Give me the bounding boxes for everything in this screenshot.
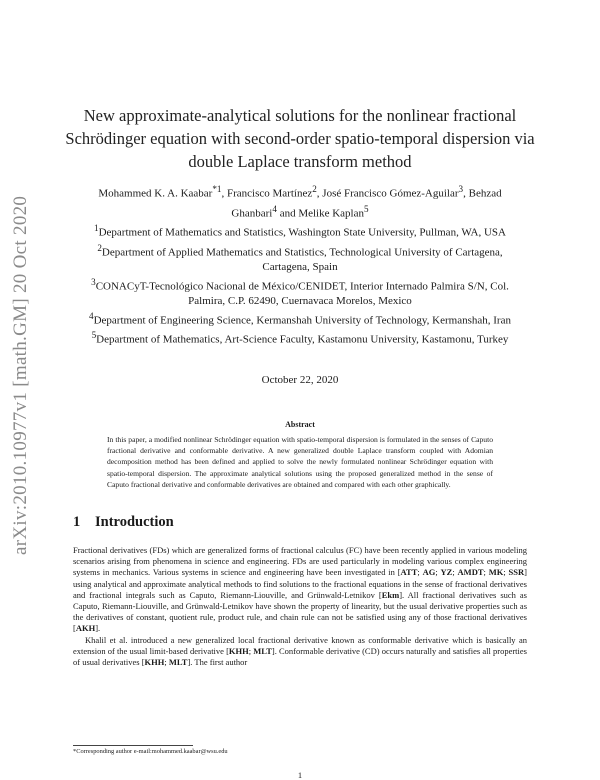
abstract-heading: Abstract xyxy=(285,420,315,429)
footnote: *Corresponding author e-mail:mohammed.kaabar@wsu.edu xyxy=(73,748,228,755)
author-mark: 2 xyxy=(312,184,317,194)
citation-link[interactable]: KHH xyxy=(228,645,249,656)
citation-link[interactable]: AKH xyxy=(75,623,96,634)
arxiv-stamp: arXiv:2010.10977v1 [math.GM] 20 Oct 2020 xyxy=(10,195,31,555)
abstract-text: In this paper, a modified nonlinear Schrödinger equation with spatio-temporal dispersion is formulated in the senses of Caputo fractional derivative and conformable derivative. A new generalized double Laplace transform coupled with Adomian decomposition method has been defined and applied to solve the newly formulated nonlinear Schrödinger equation with spatio-temporal dispersion. The approximate analytical solutions using the proposed generalized method in the sense of Caputo fractional derivative and conformable derivatives are obtained and compared with each other graphically. xyxy=(107,435,493,489)
footnote-rule xyxy=(73,745,193,746)
page-number: 1 xyxy=(297,770,303,780)
author-mark: 3 xyxy=(458,184,464,194)
paper-title: New approximate-analytical solutions for the nonlinear fractional Schrödinger equation with second-order spatio-temporal dispersion via double Laplace transform method xyxy=(65,106,535,171)
author-name: , Behzad Ghanbari xyxy=(231,187,502,220)
citation-link[interactable]: ATT xyxy=(400,567,418,578)
author-name: and Melike Kaplan xyxy=(276,207,364,220)
citation-link[interactable]: AMDT xyxy=(457,567,484,578)
affiliation: $^3$CONACyT-Tecnológico Nacional de México/CENIDET, Interior Internado Palmira S/N, Col. Palmira, C.P. 62490, Cuernavaca Morelos, Mexico xyxy=(91,276,509,307)
author-name: Mohammed K. A. Kaabar xyxy=(98,187,213,200)
affiliation: $^5$Department of Mathematics, Art-Science Faculty, Kastamonu University, Kastamonu, Turkey xyxy=(91,330,509,346)
affiliation: $^2$Department of Applied Mathematics and Statistics, Technological University of Cartagena, Cartagena, Spain xyxy=(97,242,503,273)
author-mark: 5 xyxy=(364,204,369,215)
citation-link[interactable]: YZ xyxy=(440,567,453,578)
author-mark: *1 xyxy=(212,184,222,194)
citation-link[interactable]: MLT xyxy=(253,645,272,656)
body-text xyxy=(73,545,527,668)
affiliation-list xyxy=(84,221,516,348)
paper-date: October 22, 2020 xyxy=(261,374,339,386)
citation-link[interactable]: KHH xyxy=(144,657,165,668)
author-name: , Francisco Martínez xyxy=(221,187,313,200)
citation-link[interactable]: MK xyxy=(488,567,504,578)
author-name: , José Francisco Gómez-Aguilar xyxy=(316,187,459,200)
affiliation: $^1$Department of Mathematics and Statistics, Washington State University, Pullman, WA, USA xyxy=(94,223,506,239)
paragraph: Fractional derivatives (FDs) which are generalized forms of fractional calculus (FC) have been recently applied in various modeling scenarios arising from phenomena in science and engineering. FDs are used particularly in modeling various complex engineering systems in mechanics. Various systems in science and engineering have been investigated in [ATT; AG; YZ; AMDT; MK; SSR] using analytical and approximate analytical methods to find solutions to the fractional equations in the sense of fractional derivatives and fractional integrals such as Caputo, Riemann-Liouville, and Grünwald-Letnikov [Ekm]. All fractional derivatives such as Caputo, Riemann-Liouville, and Grünwald-Letnikov have shown the property of linearity, but the usual derivative properties such as the derivatives of constant, quotient rule, product rule, and chain rule can not be satisfied using any of those fractional derivatives [AKH]. xyxy=(73,545,527,634)
section-number: 1 xyxy=(73,514,81,530)
author-mark: 4 xyxy=(272,204,277,215)
paragraph: Khalil et al. introduced a new generalized local fractional derivative known as conformable derivative which is basically an extension of the usual limit-based derivative [KHH; MLT]. Conformable derivative (CD) occurs naturally and satisfies all properties of usual derivatives [KHH; MLT]. The first author xyxy=(73,634,527,668)
citation-link[interactable]: SSR xyxy=(508,567,525,578)
citation-link[interactable]: AG xyxy=(422,567,436,578)
affiliation: $^4$Department of Engineering Science, Kermanshah University of Technology, Kermanshah, Iran xyxy=(89,310,511,327)
section-title: Introduction xyxy=(95,514,174,530)
author-list xyxy=(84,182,516,222)
citation-link[interactable]: Ekm xyxy=(381,589,400,600)
section-heading xyxy=(73,514,174,531)
citation-link[interactable]: MLT xyxy=(168,657,188,668)
